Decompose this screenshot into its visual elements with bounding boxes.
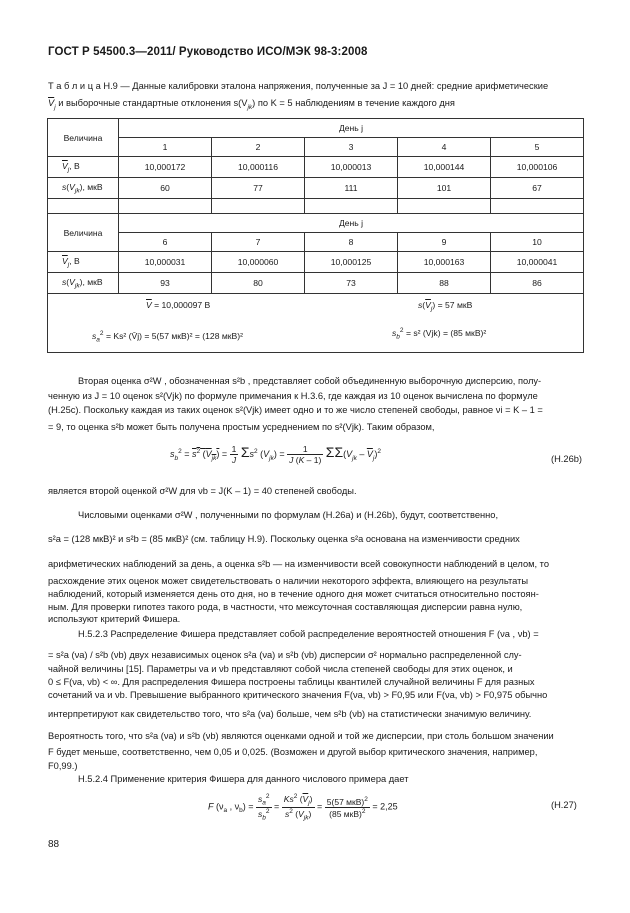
table-caption-line1: Т а б л и ц а Н.9 — Данные калибровки эталона напряжения, полученные за J = 10 дней: средние арифметические [48,81,549,91]
paragraph3-line4: расхождение этих оценок может свидетельствовать о наличии некоторого эффекта, влияющего на результаты [48,576,529,586]
day-cell: 10 [491,233,584,252]
paragraph1-line4: = 9, то оценка s²b может быть получена простым усреднением по s²(Vjk). Таким образом, [48,422,435,432]
table-cell: 10,000125 [305,252,398,273]
table-cell: 10,000116 [212,157,305,178]
paragraph4-line4: 0 ≤ F(νa, νb) < ∞. Для распределения Фишера построены таблицы квантилей случайной величины F для разных [48,677,535,687]
paragraph4-line2: = s²a (νa) / s²b (νb) двух независимых оценок s²a (νa) и s²b (νb) дисперсии σ² нормально распределенной слу- [48,650,522,660]
day-cell: 7 [212,233,305,252]
caption-line2-text: и выборочные стандартные отклонения s(V [55,98,248,108]
table-cell: 10,000106 [491,157,584,178]
paragraph4-line5: сочетаний νa и νb. Превышение выбранного критического значения F(νa, νb) > F0,95 или F(νa, νb) > F0,975 обычно [48,690,548,700]
paragraph5-line1: Вероятность того, что s²a (νa) и s²b (νb) являются оценками одной и той же дисперсии, при столь большом значении [48,731,554,741]
table-summary-cell [48,294,584,353]
table-cell: 77 [212,178,305,199]
table-cell: 111 [305,178,398,199]
table-cell: 86 [491,273,584,294]
row-label-std: $s(V_{jk})$, мкВ [48,178,119,199]
table-cell: 10,000041 [491,252,584,273]
table-cell: 80 [212,273,305,294]
paragraph1-line2: ченную из J = 10 оценок s²(Vjk) по формуле примечания к Н.3.6, где каждая из 10 оценок вычислена по формуле [48,391,538,401]
table-cell: 10,000144 [398,157,491,178]
row-label-mean: $\overline{V}_j$, В [48,157,119,178]
day-cell: 6 [119,233,212,252]
table-cell: 93 [119,273,212,294]
summary-sa: $s_a^2 = Ks^2$ (V̄j) = 5(57 мкВ)² = (128 мкВ)² [92,330,243,344]
paragraph2: является второй оценкой σ²W для νb = J(K – 1) = 40 степеней свободы. [48,486,357,496]
row-label-mean: $\overline{V}_j$, В [48,252,119,273]
paragraph1-line1: Вторая оценка σ²W , обозначенная s²b , представляет собой объединенную выборочную дисперсию, полу- [78,376,542,386]
paragraph4-line1: Н.5.2.3 Распределение Фишера представляет собой распределение вероятностей отношения F (νa , νb) = [78,629,539,639]
paragraph4-line6: интерпретируют как свидетельство того, что s²a (νa) больше, чем s²b (νb) на статистически значимую величину. [48,709,532,719]
caption-v-subscript: j [54,103,56,111]
page-number: 88 [48,839,60,850]
row-label-std: $s(V_{jk})$, мкВ [48,273,119,294]
paragraph1-line3: (Н.25с). Поскольку каждая из таких оценок s²(Vjk) имеет одно и то же число степеней свободы, равное νi = K – 1 = [48,405,543,415]
day-cell: 8 [305,233,398,252]
table-cell: 10,000013 [305,157,398,178]
table-cell: 10,000060 [212,252,305,273]
paragraph3-line3: арифметических наблюдений за день, а оценка s²b — на изменчивости всей совокупности наблюдений в целом, то [48,559,550,569]
page-header-title: ГОСТ Р 54500.3—2011/ Руководство ИСО/МЭК 98-3:2008 [48,46,368,58]
paragraph3-line6: ным. Для проверки гипотез такого рода, в частности, что межсуточная составляющая дисперсии равна нулю, [48,602,523,612]
equation-h27: F ($\nu_a$ , $\nu_b$) = $\frac{s_a^2}{s_b^2}$ = $\frac{Ks^2 (\overline{V}_j)}{s^2 (V_{jk})}$ = $\frac{5(57 мкВ)^2}{(85 мкВ)^2}$ = 2,25 [208,793,398,822]
table-cell: 88 [398,273,491,294]
summary-sb: $s_b^2 = s^2$ (Vjk) = (85 мкВ)² [392,327,487,341]
equation-number-h27: (Н.27) [551,800,577,810]
day-cell: 2 [212,138,305,157]
calibration-data-table [47,118,584,353]
paragraph3-line5: наблюдений, который изменяется день ото дня, но в течение одного дня может считаться относительно постоян- [48,589,539,599]
paragraph5-line2: F будет меньше, соответственно, чем 0,05 и 0,025. (Возможен и другой выбор критического значения, например, [48,747,538,757]
day-cell: 9 [398,233,491,252]
paragraph5-line3: F0,99.) [48,761,78,771]
caption-jk-sub: jk [247,103,253,111]
day-cell: 3 [305,138,398,157]
table-cell: 10,000031 [119,252,212,273]
caption-line2-rest: ) по K = 5 наблюдениям в течение каждого дня [252,98,455,108]
table-caption-line2 [48,96,455,115]
paragraph3-line2: s²a = (128 мкВ)² и s²b = (85 мкВ)² (см. таблицу Н.9). Поскольку оценка s²a основана на изменчивости средних [48,534,520,544]
paragraph3-line1: Числовыми оценками σ²W , полученными по формулам (Н.26а) и (Н.26b), будут, соответственно, [78,510,499,520]
equation-h27-result: = 2,25 [372,801,398,812]
header-quantity: Величина [48,214,119,252]
equation-h26b: $s_b^2 = s^2$ $(V_{jk})$ = $\frac{1}{J}$ $\Sigma s^2$ $(V_{jk})$ = $\frac{1}{J (K - 1)}$ $\Sigma\Sigma(V_{jk} - \overline{V}_j)^2$ [170,444,381,466]
day-cell: 1 [119,138,212,157]
table-cell: 73 [305,273,398,294]
table-cell: 10,000163 [398,252,491,273]
summary-overall-mean: $\overline{V} = 10,000097$ В [146,300,211,310]
paragraph6: Н.5.2.4 Применение критерия Фишера для данного числового примера дает [78,774,409,784]
header-day: День j [119,214,584,233]
table-cell: 60 [119,178,212,199]
paragraph4-line3: чайной величины [15]. Параметры νa и νb представляют собой числа степеней свободы для этих оценок, и [48,664,513,674]
header-quantity: Величина [48,119,119,157]
table-cell: 67 [491,178,584,199]
paragraph3-line7: используют критерий Фишера. [48,614,181,624]
table-cell: 10,000172 [119,157,212,178]
summary-s-vj: $s(\overline{V}_j) = 57$ мкВ [418,300,473,313]
table-cell: 101 [398,178,491,199]
day-cell: 5 [491,138,584,157]
equation-number-h26b: (Н.26b) [551,454,583,464]
caption-v-symbol: $\overline{V}$ [48,98,55,108]
day-cell: 4 [398,138,491,157]
header-day: День j [119,119,584,138]
